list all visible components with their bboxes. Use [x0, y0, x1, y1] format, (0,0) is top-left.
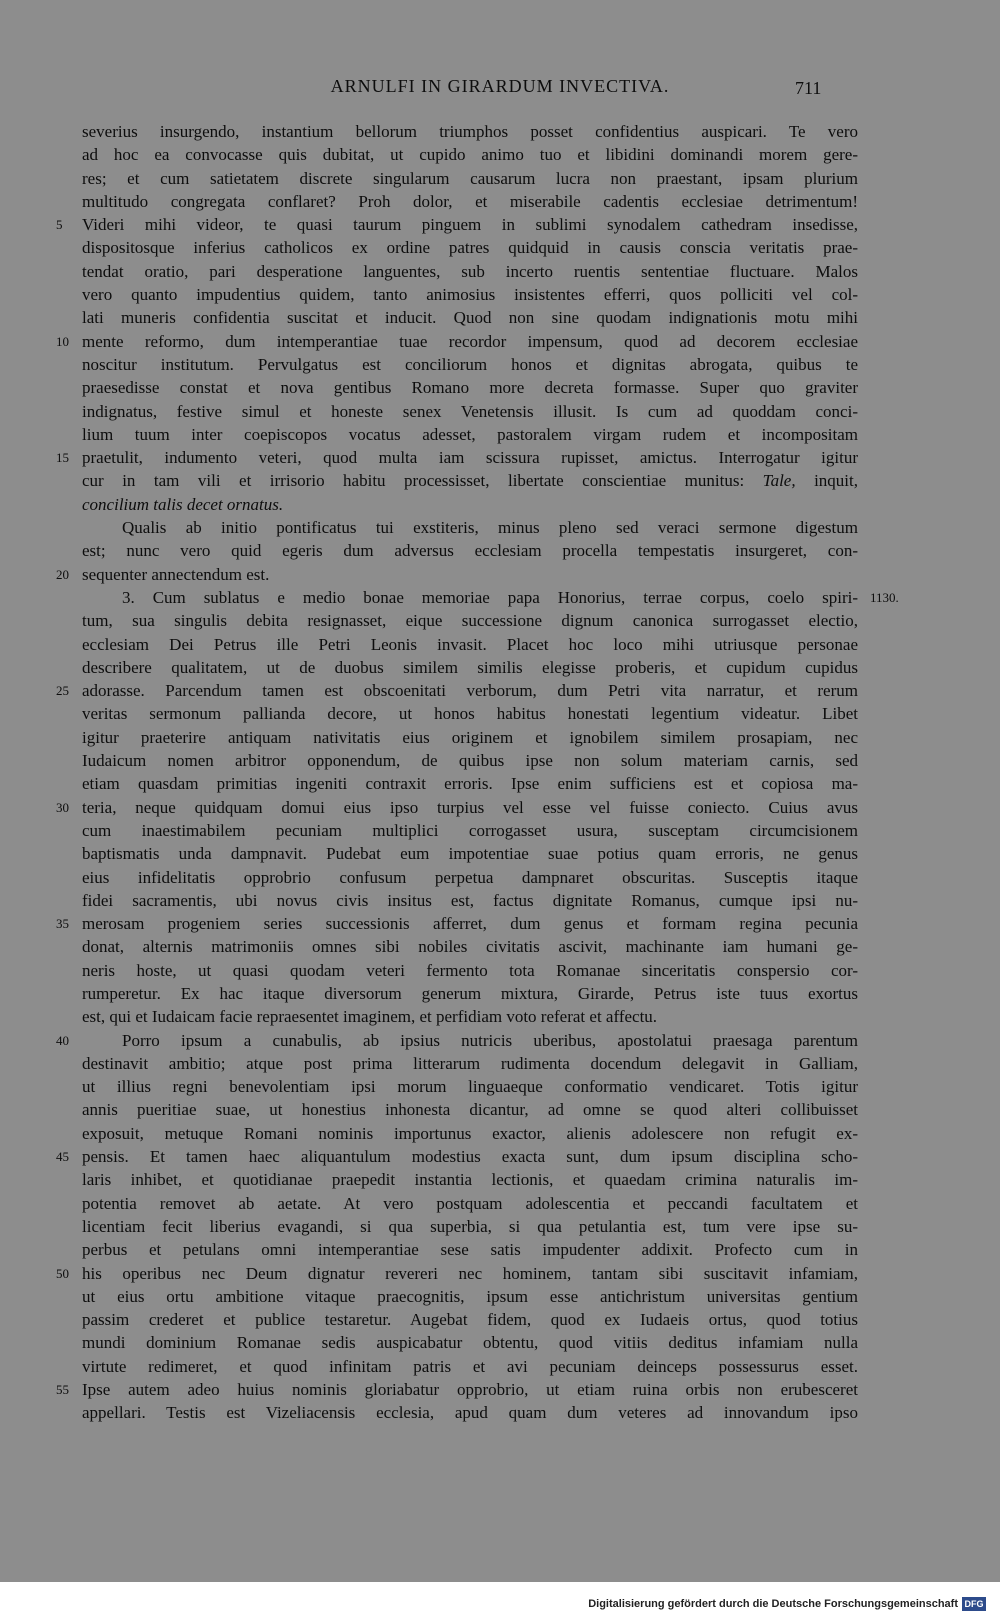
line-text [82, 306, 858, 329]
line-text-roman: licentiam fecit liberius evagandi, si qua superbia, si qua petulantia est, tum vere ipse su- [82, 1216, 858, 1236]
line-text [82, 516, 858, 539]
line-text [82, 935, 858, 958]
footer-credit: Digitalisierung gefördert durch die Deutsche Forschungsgemeinschaft [588, 1598, 958, 1610]
line-text-roman: teria, neque quidquam domui eius ipso turpius vel esse vel fuisse coniecto. Cuius avus [82, 797, 858, 817]
text-line [82, 702, 858, 725]
line-text-roman: severius insurgendo, instantium bellorum triumphos posset confidentius auspicari. Te vero [82, 122, 858, 141]
text-line [82, 1168, 858, 1191]
line-number: 5 [56, 217, 63, 233]
line-text-roman: lium tuum inter coepiscopos vocatus adesset, pastoralem virgam rudem et incompositam [82, 424, 858, 444]
text-line [82, 609, 858, 632]
text-line [82, 1238, 858, 1261]
line-text-roman: igitur praeterire antiquam nativitatis eius originem et ignobilem similem prosapiam, nec [82, 727, 858, 747]
line-number: 15 [56, 450, 69, 466]
line-text [82, 749, 858, 772]
line-text [82, 842, 858, 865]
line-text-roman: ecclesiam Dei Petrus ille Petri Leonis invasit. Placet hoc loco mihi utriusque personae [82, 634, 858, 654]
text-line [82, 1075, 858, 1098]
line-number: 45 [56, 1149, 69, 1165]
line-text [82, 493, 858, 516]
line-text-italic: concilium talis decet ornatus. [82, 494, 284, 514]
text-line [82, 1052, 858, 1075]
line-text-roman: Ipse autem adeo huius nominis gloriabatur opprobrio, ut etiam ruina orbis non erubesceret [82, 1380, 858, 1400]
line-text [82, 889, 858, 912]
line-text-roman: Iudaicum nomen arbitror opponendum, de quibus ipse non solum materiam carnis, sed [82, 751, 858, 771]
text-line [82, 493, 858, 516]
line-text-roman: veritas sermonum pallianda decore, ut honos habitus honestati legentium videatur. Libet [82, 704, 858, 724]
text-line [82, 400, 858, 423]
line-text-roman: his operibus nec Deum dignatur revereri nec hominem, tantam sibi suscitavit infamiam, [82, 1263, 858, 1283]
line-text-roman: sequenter annectendum est. [82, 564, 270, 584]
line-text-roman: Qualis ab initio pontificatus tui exstiteris, minus pleno sed veraci sermone digestum [122, 518, 858, 538]
line-text [82, 772, 858, 795]
text-line [82, 539, 858, 562]
line-text-roman: dispositosque inferius catholicos ex ordine patres quidquid in causis conscia veritatis prae- [82, 238, 858, 258]
text-line [56, 330, 858, 353]
line-text [82, 679, 858, 702]
line-text [82, 1168, 858, 1191]
text-line [82, 1005, 858, 1028]
text-line [82, 1308, 858, 1331]
line-text-roman: noscitur institutum. Pervulgatus est conciliorum honos et dignitas abrogata, quibus te [82, 354, 858, 374]
text-line [82, 306, 858, 329]
line-text-italic: Tale, [762, 471, 796, 491]
line-number: 35 [56, 916, 69, 932]
line-text [82, 633, 858, 656]
line-text [82, 423, 858, 446]
text-line [82, 376, 858, 399]
line-text-roman: pensis. Et tamen haec aliquantulum modestius exacta sunt, dum ipsum disciplina scho- [82, 1147, 858, 1167]
text-line [82, 1122, 858, 1145]
line-text [82, 1122, 858, 1145]
line-text [82, 819, 858, 842]
line-text-roman: rumperetur. Ex hac itaque diversorum generum mixtura, Girarde, Petrus iste tuus exortus [82, 983, 858, 1003]
line-text [82, 1075, 858, 1098]
line-text [82, 190, 858, 213]
text-line [82, 1192, 858, 1215]
line-text-roman: indignatus, festive simul et honeste senex Venetensis illusit. Is cum ad quoddam conci- [82, 401, 858, 421]
line-text-roman: praetulit, indumento veteri, quod multa iam scissura rupisset, amictus. Interrogatur igitur [82, 448, 858, 468]
footer [0, 1582, 1000, 1616]
line-text [82, 1401, 858, 1424]
text-line [82, 633, 858, 656]
text-line [82, 749, 858, 772]
line-text [82, 330, 858, 353]
line-text [82, 912, 858, 935]
line-text-roman: cur in tam vili et irrisorio habitu processisset, libertate conscientiae munitus: [82, 471, 763, 491]
line-text [82, 563, 858, 586]
text-line [56, 796, 858, 819]
text-line [56, 912, 858, 935]
line-text-roman: baptismatis unda dampnavit. Pudebat eum impotentiae suae potius quam erroris, ne genus [82, 844, 858, 864]
line-text [82, 1052, 858, 1075]
line-text-roman: adorasse. Parcendum tamen est obscoenitati verborum, dum Petri vita narratur, et rerum [82, 681, 858, 701]
line-text-roman: cum inaestimabilem pecuniam multiplici corrogasset usura, susceptam circumcisionem [82, 820, 858, 840]
line-text-roman: est; nunc vero quid egeris dum adversus ecclesiam procella tempestatis insurgeret, con- [82, 541, 858, 561]
line-text [82, 1331, 858, 1354]
text-line [56, 1029, 858, 1052]
line-text [82, 726, 858, 749]
text-line [82, 1355, 858, 1378]
line-text-roman: laris inhibet, et quotidianae praepedit instantia lectionis, et quaedam crimina naturalis im- [82, 1170, 858, 1190]
line-text [82, 400, 858, 423]
line-text [82, 1215, 858, 1238]
text-body [56, 120, 899, 1425]
text-line [82, 516, 858, 539]
line-text-roman: lati muneris confidentia suscitat et inducit. Quod non sine quodam indignationis motu mihi [82, 308, 858, 328]
line-text [82, 446, 858, 469]
line-number: 10 [56, 333, 69, 349]
line-text [82, 376, 858, 399]
text-line [56, 1262, 858, 1285]
text-line [82, 842, 858, 865]
line-text-roman: Videri mihi videor, te quasi taurum pinguem in sublimi synodalem cathedram insedisse, [82, 215, 858, 235]
text-line [82, 726, 858, 749]
text-line [82, 143, 858, 166]
line-text [82, 1285, 858, 1308]
line-text-roman: praesedisse constat et nova gentibus Romano more decreta formasse. Super quo graviter [82, 378, 858, 398]
text-line [56, 446, 858, 469]
text-line [82, 866, 858, 889]
line-text-roman: describere qualitatem, ut de duobus similem similis elegisse proberis, et cupidum cupidus [82, 657, 858, 677]
text-line [82, 353, 858, 376]
text-line [56, 213, 858, 236]
line-text-roman: ut illius regni benevolentiam ipsi morum linguaeque conformatio vendicaret. Totis igitur [82, 1077, 858, 1097]
line-text-roman: donat, alternis matrimoniis omnes sibi nobiles civitatis ascivit, machinante iam humani ge- [82, 937, 858, 957]
line-text [82, 866, 858, 889]
line-text-roman: annis pueritiae suae, ut honestius inhonesta dicantur, ad omne se quod alteri collibuisset [82, 1100, 858, 1120]
text-line [82, 656, 858, 679]
line-text-roman: vero quanto impudentius quidem, tanto animosius insistentes efferri, quos polliciti vel col- [82, 285, 858, 305]
line-text-roman: est, qui et Iudaicam facie repraesentet imaginem, et perfidiam voto referat et affectu. [82, 1007, 658, 1027]
text-line [82, 1215, 858, 1238]
line-text-roman: ut eius ortu ambitione vitaque praecognitis, ipsum esse antichristum universitas gentium [82, 1286, 858, 1306]
line-text-roman: ad hoc ea convocasse quis dubitat, ut cupido animo tuo et libidini dominandi morem gere- [82, 145, 858, 165]
text-line [82, 260, 858, 283]
line-text-roman: neris hoste, ut quasi quodam veteri fermento tota Romanae sinceritatis conspersio cor- [82, 960, 858, 980]
line-text-roman: mente reformo, dum intemperantiae tuae recordor impensum, quod ad decorem ecclesiae [82, 331, 858, 351]
line-text [82, 1005, 858, 1028]
line-text [82, 702, 858, 725]
line-text-roman: mundi dominium Romanae sedis auspicabatur obtentu, quod vitiis deditus infamiam nulla [82, 1333, 858, 1353]
line-text-roman: potentia removet ab aetate. At vero postquam adolescentia et peccandi facultatem et [82, 1193, 858, 1213]
margin-year-note: 1130. [870, 589, 899, 605]
line-text-roman: appellari. Testis est Vizeliacensis ecclesia, apud quam dum veteres ad innovandum ipso [82, 1403, 858, 1423]
line-text-roman: tendat oratio, pari desperatione languentes, sub incerto ruentis sententiae fluctuare. Malos [82, 261, 858, 281]
line-number: 55 [56, 1382, 69, 1398]
text-line [82, 586, 899, 609]
line-text [82, 1145, 858, 1168]
line-text [82, 1029, 858, 1052]
text-line [82, 190, 858, 213]
line-text [82, 586, 858, 609]
text-line [56, 679, 858, 702]
line-text-roman: perbus et petulans omni intemperantiae sese satis impudenter addixit. Profecto cum in [82, 1240, 858, 1260]
text-line [82, 236, 858, 259]
line-text-roman: Porro ipsum a cunabulis, ab ipsius nutricis uberibus, apostolatui praesaga parentum [122, 1030, 858, 1050]
text-line [82, 1401, 858, 1424]
text-line [56, 1145, 858, 1168]
line-text-roman: res; et cum satietatem discrete singularum causarum lucra non praestant, ipsam plurium [82, 168, 858, 188]
text-line [82, 120, 858, 143]
line-text-roman: tum, sua singulis debita resignasset, eique successione dignum canonica surrogasset electio, [82, 611, 858, 631]
text-line [56, 1378, 858, 1401]
line-number: 20 [56, 566, 69, 582]
line-text [82, 1238, 858, 1261]
line-text [82, 120, 858, 143]
text-line [82, 772, 858, 795]
line-text-roman: 3. Cum sublatus e medio bonae memoriae papa Honorius, terrae corpus, coelo spiri- [122, 587, 858, 607]
line-text [82, 959, 858, 982]
line-text [82, 1192, 858, 1215]
text-line [82, 889, 858, 912]
text-line [82, 167, 858, 190]
running-title: ARNULFI IN GIRARDUM INVECTIVA. [330, 76, 670, 96]
line-text [82, 1378, 858, 1401]
line-text-roman: destinavit ambitio; atque post prima litterarum rudimenta docendum delegavit in Galliam, [82, 1053, 858, 1073]
line-text [82, 143, 858, 166]
line-text [82, 283, 858, 306]
line-text [82, 656, 858, 679]
line-text [82, 236, 858, 259]
line-text [82, 1308, 858, 1331]
line-text [82, 609, 858, 632]
line-text-roman: fidei sacramentis, ubi novus civis insitus est, factus dignitate Romanus, cumque ipsi nu- [82, 890, 858, 910]
line-text-roman: inquit, [795, 471, 859, 491]
line-text [82, 1098, 858, 1121]
line-text [82, 796, 858, 819]
line-text [82, 260, 858, 283]
text-line [82, 1285, 858, 1308]
line-text [82, 1355, 858, 1378]
line-number: 50 [56, 1265, 69, 1281]
line-text [82, 353, 858, 376]
line-text [82, 1262, 858, 1285]
text-line [56, 563, 858, 586]
text-line [82, 959, 858, 982]
text-line [82, 1331, 858, 1354]
line-text [82, 469, 858, 492]
line-text [82, 213, 858, 236]
line-text [82, 982, 858, 1005]
dfg-logo: DFG [962, 1597, 986, 1611]
line-text-roman: eius infidelitatis opprobrio confusum perpetua dampnaret obscuritas. Susceptis itaque [82, 867, 858, 887]
line-text [82, 539, 858, 562]
text-line [82, 982, 858, 1005]
line-text-roman: exposuit, metuque Romani nominis importunus exactor, alienis adolescere non refugit ex- [82, 1123, 858, 1143]
text-line [82, 423, 858, 446]
text-line [82, 283, 858, 306]
line-number: 40 [56, 1032, 69, 1048]
line-text-roman: virtute redimeret, et quod infinitam patris et avi pecuniam deinceps possessurus esset. [82, 1356, 858, 1376]
page-number: 711 [795, 78, 822, 98]
text-line [82, 819, 858, 842]
line-text [82, 167, 858, 190]
line-number: 30 [56, 799, 69, 815]
line-text-roman: merosam progeniem series successionis afferret, dum genus et formam regina pecunia [82, 914, 858, 934]
line-text-roman: etiam quasdam primitias ingeniti contraxit erroris. Ipse enim sufficiens est et copiosa ma- [82, 774, 858, 794]
line-text-roman: passim crederet et publice testaretur. Augebat fidem, quod ex Iudaeis ortus, quod totius [82, 1310, 858, 1330]
line-text-roman: multitudo congregata conflaret? Proh dolor, et miserabile cadentis ecclesiae detrimentum! [82, 191, 858, 211]
text-line [82, 469, 858, 492]
text-line [82, 935, 858, 958]
line-number: 25 [56, 683, 69, 699]
running-header [0, 76, 1000, 102]
text-line [82, 1098, 858, 1121]
